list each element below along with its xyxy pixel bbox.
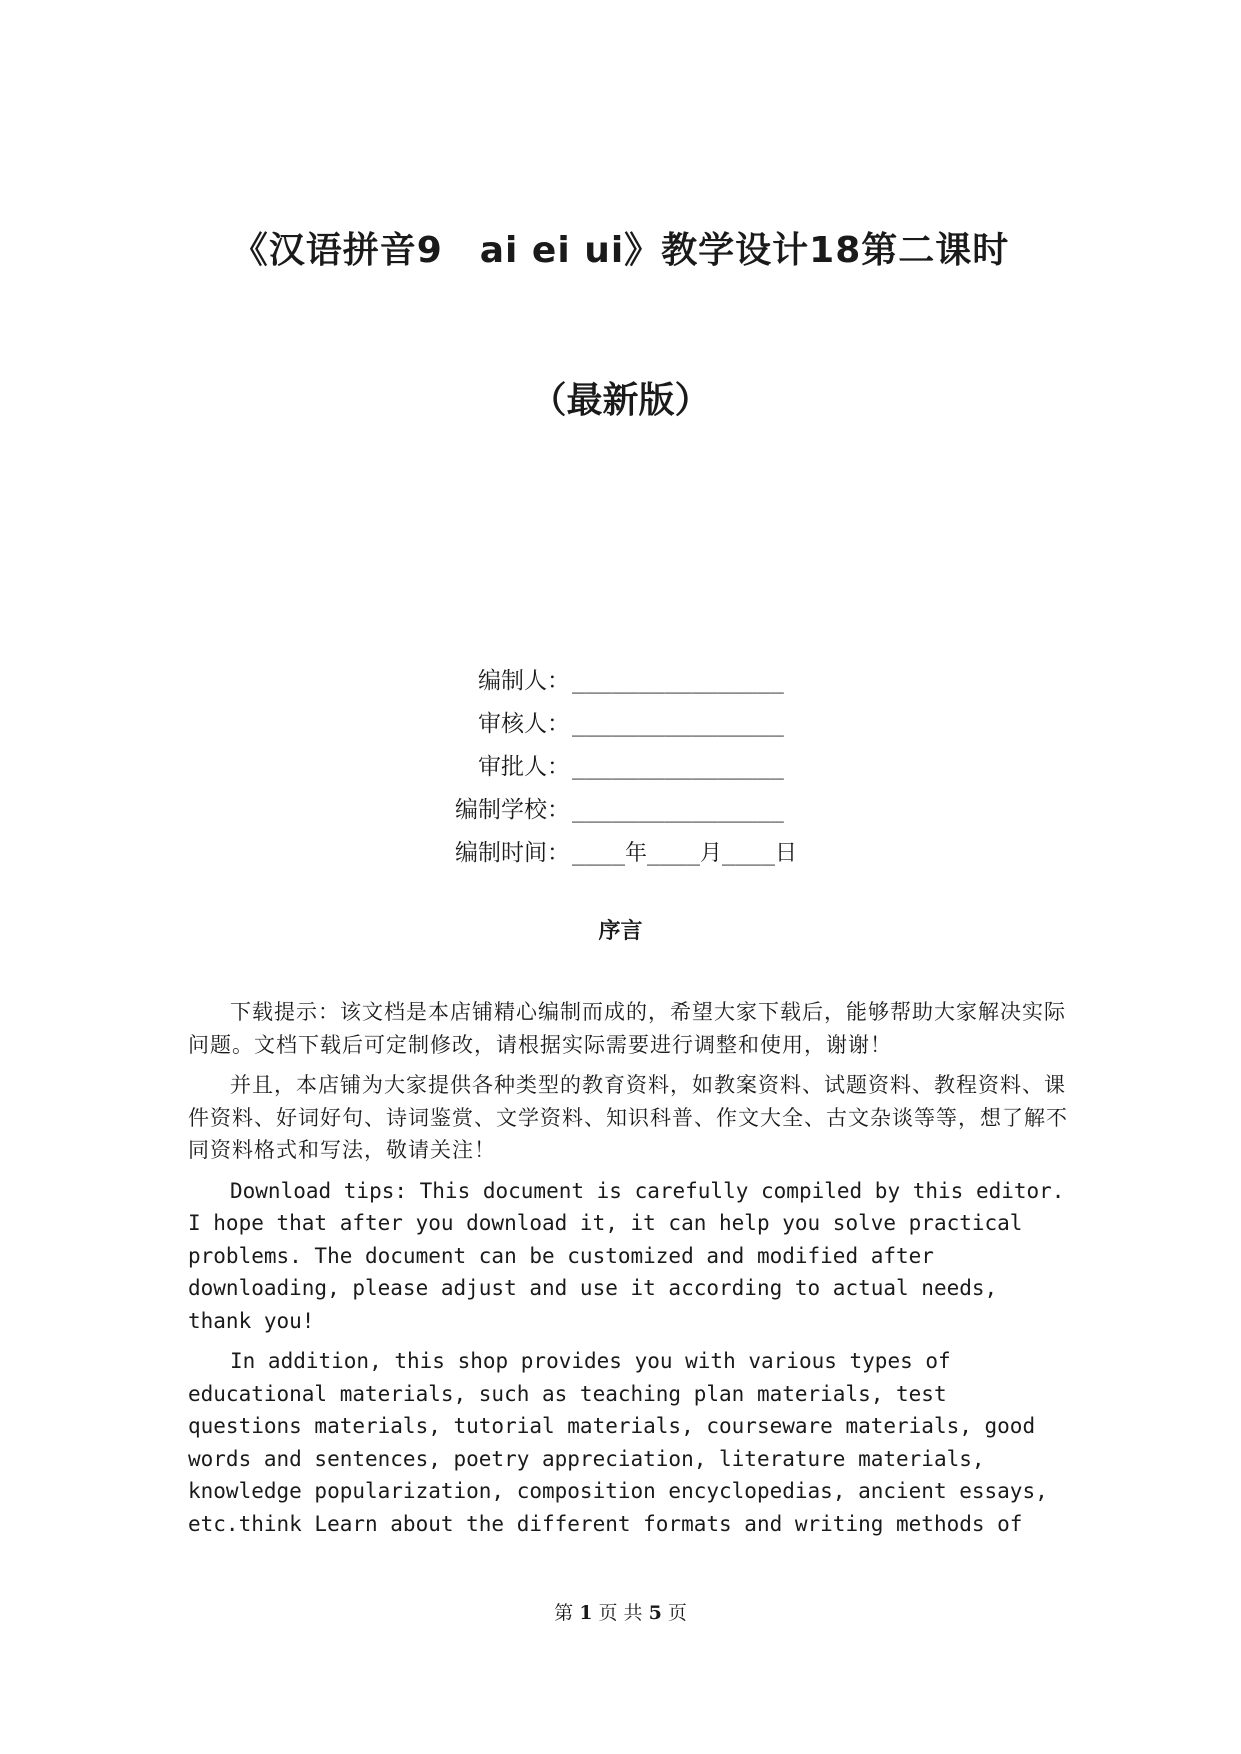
document-title: 《汉语拼音9 ai ei ui》教学设计18第二课时 bbox=[231, 230, 1010, 271]
footer-total-pages: 5 bbox=[648, 1602, 662, 1624]
meta-label: 审批人： bbox=[478, 754, 570, 780]
footer-current-page: 1 bbox=[579, 1602, 593, 1624]
meta-row-approver bbox=[447, 746, 797, 789]
meta-row-compiler bbox=[447, 660, 797, 703]
meta-value-blank: ________________ bbox=[572, 798, 784, 823]
footer-middle: 页 共 bbox=[598, 1602, 643, 1624]
footer-suffix: 页 bbox=[667, 1602, 687, 1624]
meta-value-blank: ________________ bbox=[572, 755, 784, 780]
page-footer bbox=[0, 1598, 1241, 1625]
preface-heading: 序言 bbox=[598, 919, 643, 944]
document-subtitle: （最新版） bbox=[530, 380, 711, 421]
meta-label: 编制学校： bbox=[455, 797, 570, 823]
meta-row-reviewer bbox=[447, 703, 797, 746]
meta-row-date bbox=[447, 832, 797, 875]
paragraph-download-tips-en: Download tips: This document is carefully compiled by this editor. I hope that after you download it, it can help you solve practical problems. The document can be customized and modified after downloading, please adjust and use it according to actual needs, thank you! bbox=[188, 1178, 1065, 1333]
meta-label: 编制时间： bbox=[455, 840, 570, 866]
meta-value-blank: ________________ bbox=[572, 669, 784, 694]
meta-label: 审核人： bbox=[478, 711, 570, 737]
paragraph-download-tips-cn: 下载提示：该文档是本店铺精心编制而成的，希望大家下载后，能够帮助大家解决实际问题。文档下载后可定制修改，请根据实际需要进行调整和使用，谢谢！ bbox=[188, 1000, 1066, 1057]
meta-row-school bbox=[447, 789, 797, 832]
meta-label: 编制人： bbox=[478, 668, 570, 694]
paragraph-materials-en: In addition, this shop provides you with various types of educational materials, such as teaching plan materials, test questions materials, tutorial materials, courseware materials, good words and sentences, poetry appreciation, literature materials, knowledge popularization, composition encyclopedias, ancient essays, etc.think Learn about the different formats and writing methods of bbox=[188, 1349, 1048, 1536]
meta-fields bbox=[447, 660, 797, 875]
preface-body bbox=[188, 996, 1068, 1548]
paragraph-materials-cn: 并且，本店铺为大家提供各种类型的教育资料，如教案资料、试题资料、教程资料、课件资料、好词好句、诗词鉴赏、文学资料、知识科普、作文大全、古文杂谈等等，想了解不同资料格式和写法，敬请关注！ bbox=[188, 1073, 1068, 1162]
meta-value-date: ____年____月____日 bbox=[572, 841, 797, 866]
footer-prefix: 第 bbox=[554, 1602, 574, 1624]
meta-value-blank: ________________ bbox=[572, 712, 784, 737]
